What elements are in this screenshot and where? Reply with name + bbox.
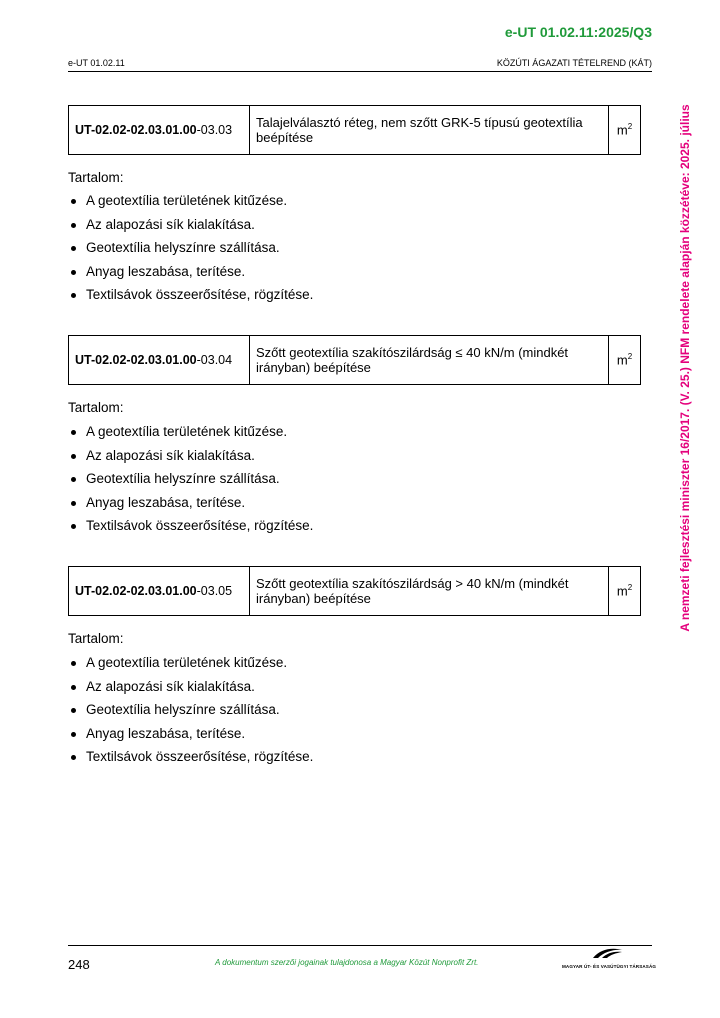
item-description: Szőtt geotextília szakítószilárdság > 40 kN/m (mindkét irányban) beépítése bbox=[250, 567, 609, 616]
list-item: Geotextília helyszínre szállítása. bbox=[68, 471, 313, 495]
unit-base: m bbox=[616, 583, 628, 599]
list-item: Az alapozási sík kialakítása. bbox=[68, 217, 313, 241]
list-item: Textilsávok összeerősítése, rögzítése. bbox=[68, 518, 313, 542]
running-header-left: e-UT 01.02.11 bbox=[68, 58, 125, 68]
item-code bbox=[69, 106, 250, 155]
contents-list bbox=[68, 424, 313, 542]
item-code-main: UT-02.02-02.03.01.00 bbox=[75, 353, 197, 367]
road-swoosh-icon bbox=[592, 947, 624, 959]
publication-side-note: A nemzeti fejlesztési miniszter 16/2017. (V. 25.) NFM rendelete alapján közzétéve: 2025. július bbox=[678, 104, 692, 632]
contents-label: Tartalom: bbox=[68, 631, 124, 646]
list-item: Textilsávok összeerősítése, rögzítése. bbox=[68, 749, 313, 773]
list-item: Anyag leszabása, terítése. bbox=[68, 495, 313, 519]
item-code bbox=[69, 567, 250, 616]
item-code-suffix: -03.05 bbox=[196, 584, 233, 598]
list-item: Geotextília helyszínre szállítása. bbox=[68, 240, 313, 264]
item-unit bbox=[609, 567, 641, 616]
publisher-name: MAGYAR ÚT- ÉS VASÚTÜGYI TÁRSASÁG bbox=[562, 964, 657, 969]
contents-label: Tartalom: bbox=[68, 400, 124, 415]
running-header bbox=[68, 58, 652, 72]
footer-rule bbox=[68, 945, 652, 946]
copyright-notice: A dokumentum szerzői jogainak tulajdonosa a Magyar Közút Nonprofit Zrt. bbox=[215, 958, 479, 967]
unit-base: m bbox=[616, 352, 628, 368]
contents-list bbox=[68, 193, 313, 311]
item-code-suffix: -03.03 bbox=[196, 123, 233, 137]
item-code-main: UT-02.02-02.03.01.00 bbox=[75, 123, 197, 137]
item-code bbox=[69, 336, 250, 385]
unit-exponent: 2 bbox=[627, 583, 633, 593]
item-code-main: UT-02.02-02.03.01.00 bbox=[75, 584, 197, 598]
contents-label: Tartalom: bbox=[68, 170, 124, 185]
item-unit bbox=[609, 336, 641, 385]
item-description: Szőtt geotextília szakítószilárdság ≤ 40 kN/m (mindkét irányban) beépítése bbox=[250, 336, 609, 385]
list-item: Geotextília helyszínre szállítása. bbox=[68, 702, 313, 726]
item-code-suffix: -03.04 bbox=[196, 353, 233, 367]
list-item: A geotextília területének kitűzése. bbox=[68, 655, 313, 679]
publisher-logo bbox=[562, 947, 657, 969]
document-code: e-UT 01.02.11:2025/Q3 bbox=[504, 24, 652, 40]
unit-base: m bbox=[616, 122, 628, 138]
item-description: Talajelválasztó réteg, nem szőtt GRK-5 típusú geotextília beépítése bbox=[250, 106, 609, 155]
unit-exponent: 2 bbox=[627, 352, 633, 362]
item-table bbox=[68, 566, 641, 616]
item-table bbox=[68, 335, 641, 385]
running-header-right: KÖZÚTI ÁGAZATI TÉTELREND (KÁT) bbox=[496, 58, 652, 68]
unit-exponent: 2 bbox=[627, 122, 633, 132]
list-item: Az alapozási sík kialakítása. bbox=[68, 448, 313, 472]
contents-list bbox=[68, 655, 313, 773]
page-number: 248 bbox=[68, 957, 90, 972]
list-item: Textilsávok összeerősítése, rögzítése. bbox=[68, 287, 313, 311]
item-table bbox=[68, 105, 641, 155]
list-item: A geotextília területének kitűzése. bbox=[68, 193, 313, 217]
list-item: A geotextília területének kitűzése. bbox=[68, 424, 313, 448]
list-item: Anyag leszabása, terítése. bbox=[68, 726, 313, 750]
list-item: Az alapozási sík kialakítása. bbox=[68, 679, 313, 703]
list-item: Anyag leszabása, terítése. bbox=[68, 264, 313, 288]
item-unit bbox=[609, 106, 641, 155]
